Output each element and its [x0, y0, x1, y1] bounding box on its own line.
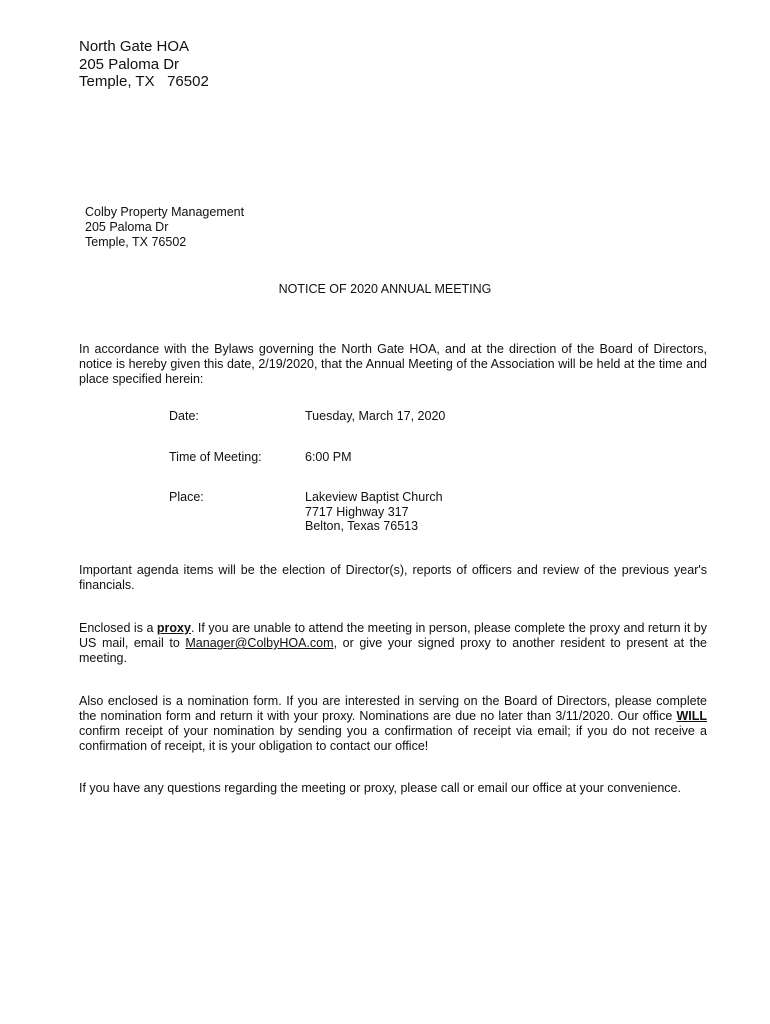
- place-line-3: Belton, Texas 76513: [305, 519, 419, 533]
- time-value: 6:00 PM: [305, 450, 352, 464]
- place-line-1: Lakeview Baptist Church: [305, 490, 443, 504]
- place-value: [305, 490, 443, 534]
- place-label: Place:: [169, 490, 204, 504]
- nomination-paragraph: [79, 694, 707, 754]
- recipient-name: Colby Property Management: [85, 205, 245, 219]
- sender-address: [79, 38, 209, 91]
- recipient-city: Temple, TX 76502: [85, 234, 187, 249]
- nomination-lead: Also enclosed is a nomination form. If you are interested in serving on the Board of Directors, please complete the nomination form and return it with your proxy. Nominations are due no later than 3/11/2020. Our office: [79, 694, 707, 723]
- date-value: Tuesday, March 17, 2020: [305, 409, 446, 423]
- notice-title: NOTICE OF 2020 ANNUAL MEETING: [278, 282, 492, 296]
- questions-paragraph: If you have any questions regarding the meeting or proxy, please call or email our office at your convenience.: [79, 781, 681, 795]
- proxy-word: proxy: [156, 621, 191, 635]
- will-word: WILL: [676, 709, 707, 723]
- time-label: Time of Meeting:: [169, 450, 262, 464]
- manager-email-link[interactable]: Manager@ColbyHOA.com: [185, 636, 334, 650]
- nomination-tail: confirm receipt of your nomination by sending you a confirmation of receipt via email; if you do not receive a confirmation of receipt, it is your obligation to contact our office!: [79, 724, 707, 753]
- proxy-middle: . If you are unable to attend the meeting in person, please complete the proxy and return it by US mail, email to: [79, 621, 707, 650]
- sender-city: Temple, TX 76502: [79, 73, 209, 90]
- date-label: Date:: [169, 409, 199, 423]
- intro-paragraph: In accordance with the Bylaws governing the North Gate HOA, and at the direction of the Board of Directors, notice is hereby given this date, 2/19/2020, that the Annual Meeting of the Association will be held at the time and place specified herein:: [79, 342, 707, 386]
- recipient-street: 205 Paloma Dr: [85, 219, 169, 234]
- recipient-address: [85, 205, 244, 249]
- agenda-paragraph: Important agenda items will be the election of Director(s), reports of officers and review of the previous year's financials.: [79, 563, 707, 592]
- proxy-lead: Enclosed is a: [79, 621, 157, 635]
- proxy-tail: , or give your signed proxy to another resident to present at the meeting.: [79, 636, 707, 665]
- place-line-2: 7717 Highway 317: [305, 504, 409, 519]
- sender-name: North Gate HOA: [79, 38, 190, 55]
- proxy-paragraph: [79, 621, 707, 666]
- sender-street: 205 Paloma Dr: [79, 55, 180, 73]
